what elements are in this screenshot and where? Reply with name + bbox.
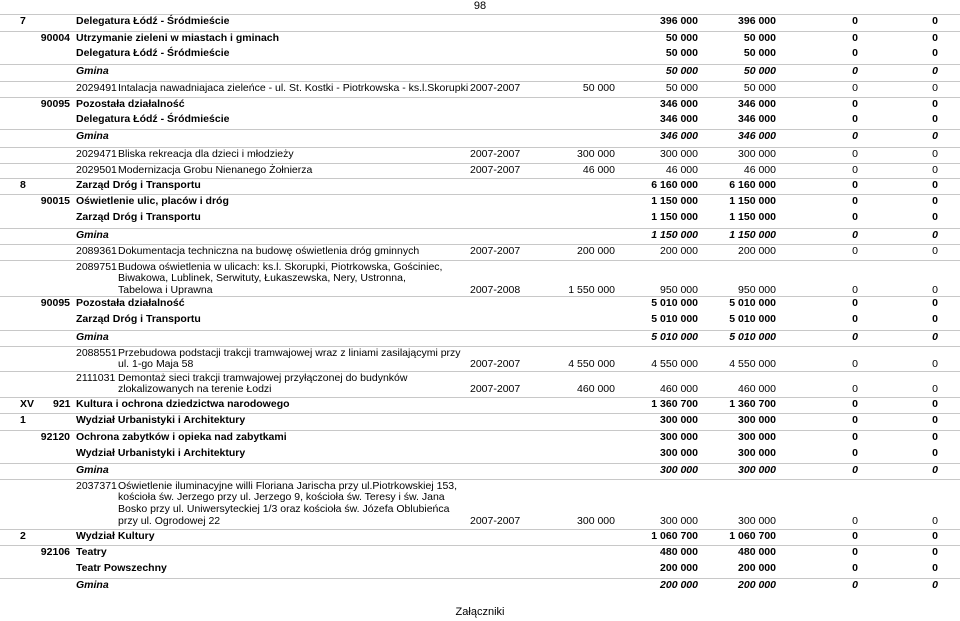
value-col-3: 46 000 bbox=[743, 164, 776, 176]
value-col-3: 480 000 bbox=[738, 546, 776, 558]
value-col-5: 0 bbox=[932, 65, 938, 77]
value-col-4: 0 bbox=[852, 82, 858, 94]
chapter-number: 92120 bbox=[40, 431, 70, 443]
value-col-2: 6 160 000 bbox=[651, 179, 698, 191]
task-description: zlokalizowanych na terenie Łodzi bbox=[118, 383, 272, 395]
value-col-3: 50 000 bbox=[743, 47, 776, 59]
value-col-4: 0 bbox=[852, 331, 858, 343]
value-col-3: 200 000 bbox=[738, 579, 776, 591]
row-description: Gmina bbox=[76, 65, 109, 77]
value-col-4: 0 bbox=[852, 195, 858, 207]
value-col-5: 0 bbox=[932, 447, 938, 459]
value-col-4: 0 bbox=[852, 179, 858, 191]
value-col-2: 5 010 000 bbox=[651, 297, 698, 309]
value-col-4: 0 bbox=[852, 383, 858, 395]
value-col-5: 0 bbox=[932, 164, 938, 176]
value-col-5: 0 bbox=[932, 113, 938, 125]
value-col-3: 50 000 bbox=[743, 82, 776, 94]
value-col-4: 0 bbox=[852, 113, 858, 125]
task-code: 2029501 bbox=[76, 164, 117, 176]
period: 2007-2007 bbox=[470, 245, 521, 257]
chapter-number: 90015 bbox=[40, 195, 70, 207]
task-description: ul. 1-go Maja 58 bbox=[118, 358, 194, 370]
task-description: Bliska rekreacja dla dzieci i młodzieży bbox=[118, 148, 294, 160]
value-col-1: 460 000 bbox=[577, 383, 615, 395]
value-col-3: 1 360 700 bbox=[729, 398, 776, 410]
value-col-2: 50 000 bbox=[665, 65, 698, 77]
row-description: Teatry bbox=[76, 546, 107, 558]
task-code: 2029491 bbox=[76, 82, 117, 94]
page-number: 98 bbox=[473, 0, 487, 12]
value-col-5: 0 bbox=[932, 414, 938, 426]
value-col-3: 5 010 000 bbox=[729, 297, 776, 309]
task-description: kościoła św. Jerzego przy ul. Jerzego 9, kościoła św. Teresy i św. Jana bbox=[118, 491, 445, 503]
table-row bbox=[0, 47, 960, 63]
row-description: Gmina bbox=[76, 331, 109, 343]
row-description: Oświetlenie ulic, placów i dróg bbox=[76, 195, 229, 207]
value-col-4: 0 bbox=[852, 98, 858, 110]
value-col-3: 300 000 bbox=[738, 447, 776, 459]
value-col-4: 0 bbox=[852, 65, 858, 77]
value-col-4: 0 bbox=[852, 431, 858, 443]
task-description: Oświetlenie iluminacyjne willi Floriana Jarischa przy ul.Piotrkowskiej 153, bbox=[118, 480, 458, 492]
value-col-2: 300 000 bbox=[660, 515, 698, 527]
value-col-5: 0 bbox=[932, 579, 938, 591]
row-description: Ochrona zabytków i opieka nad zabytkami bbox=[76, 431, 287, 443]
value-col-2: 300 000 bbox=[660, 148, 698, 160]
value-col-2: 4 550 000 bbox=[651, 358, 698, 370]
value-col-3: 200 000 bbox=[738, 245, 776, 257]
section-number: 8 bbox=[20, 179, 26, 191]
value-col-5: 0 bbox=[932, 148, 938, 160]
value-col-4: 0 bbox=[852, 515, 858, 527]
value-col-2: 346 000 bbox=[660, 113, 698, 125]
value-col-5: 0 bbox=[932, 515, 938, 527]
task-description: Budowa oświetlenia w ulicach: ks.l. Skorupki, Piotrkowska, Gościniec, bbox=[118, 261, 443, 273]
row-description: Zarząd Dróg i Transportu bbox=[76, 211, 201, 223]
table-row bbox=[0, 330, 960, 347]
value-col-3: 300 000 bbox=[738, 431, 776, 443]
chapter-number: 90095 bbox=[40, 297, 70, 309]
value-col-3: 6 160 000 bbox=[729, 179, 776, 191]
value-col-5: 0 bbox=[932, 15, 938, 27]
value-col-3: 1 060 700 bbox=[729, 530, 776, 542]
table-row bbox=[0, 545, 960, 562]
table-row bbox=[0, 64, 960, 81]
value-col-2: 200 000 bbox=[660, 562, 698, 574]
table-row bbox=[0, 228, 960, 245]
row-description: Gmina bbox=[76, 579, 109, 591]
row-description: Wydział Urbanistyki i Architektury bbox=[76, 447, 246, 459]
row-description: Gmina bbox=[76, 130, 109, 142]
period: 2007-2007 bbox=[470, 82, 521, 94]
value-col-2: 5 010 000 bbox=[651, 331, 698, 343]
value-col-5: 0 bbox=[932, 530, 938, 542]
value-col-2: 300 000 bbox=[660, 464, 698, 476]
table-row bbox=[0, 244, 960, 261]
value-col-2: 200 000 bbox=[660, 579, 698, 591]
task-code: 2089361 bbox=[76, 245, 117, 257]
value-col-2: 50 000 bbox=[665, 82, 698, 94]
value-col-3: 346 000 bbox=[738, 98, 776, 110]
value-col-5: 0 bbox=[932, 284, 938, 296]
table-row bbox=[0, 578, 960, 595]
value-col-5: 0 bbox=[932, 383, 938, 395]
value-col-4: 0 bbox=[852, 47, 858, 59]
value-col-3: 5 010 000 bbox=[729, 331, 776, 343]
value-col-5: 0 bbox=[932, 331, 938, 343]
value-col-1: 300 000 bbox=[577, 515, 615, 527]
value-col-2: 1 060 700 bbox=[651, 530, 698, 542]
row-description: Wydział Kultury bbox=[76, 530, 155, 542]
value-col-4: 0 bbox=[852, 229, 858, 241]
value-col-2: 50 000 bbox=[665, 47, 698, 59]
task-description: Tabelowa i Uprawna bbox=[118, 284, 213, 296]
table-row bbox=[0, 413, 960, 430]
period: 2007-2007 bbox=[470, 148, 521, 160]
task-code: 2037371 bbox=[76, 480, 117, 492]
value-col-5: 0 bbox=[932, 47, 938, 59]
row-description: Teatr Powszechny bbox=[76, 562, 167, 574]
value-col-5: 0 bbox=[932, 297, 938, 309]
section-number: XV bbox=[20, 398, 35, 410]
value-col-4: 0 bbox=[852, 211, 858, 223]
table-row bbox=[0, 463, 960, 480]
value-col-4: 0 bbox=[852, 148, 858, 160]
value-col-4: 0 bbox=[852, 414, 858, 426]
table-row bbox=[0, 562, 960, 578]
value-col-4: 0 bbox=[852, 130, 858, 142]
period: 2007-2007 bbox=[470, 383, 521, 395]
value-col-5: 0 bbox=[932, 562, 938, 574]
value-col-1: 200 000 bbox=[577, 245, 615, 257]
value-col-5: 0 bbox=[932, 546, 938, 558]
value-col-2: 50 000 bbox=[665, 32, 698, 44]
table-row bbox=[0, 113, 960, 129]
value-col-1: 4 550 000 bbox=[568, 358, 615, 370]
table-row bbox=[0, 529, 960, 546]
table-row bbox=[0, 194, 960, 211]
value-col-5: 0 bbox=[932, 229, 938, 241]
value-col-3: 300 000 bbox=[738, 414, 776, 426]
value-col-3: 200 000 bbox=[738, 562, 776, 574]
section-number: 7 bbox=[20, 15, 26, 27]
period: 2007-2007 bbox=[470, 515, 521, 527]
value-col-4: 0 bbox=[852, 546, 858, 558]
task-code: 2088551 bbox=[76, 347, 117, 359]
period: 2007-2008 bbox=[470, 284, 521, 296]
value-col-4: 0 bbox=[852, 313, 858, 325]
value-col-2: 346 000 bbox=[660, 130, 698, 142]
value-col-3: 5 010 000 bbox=[729, 313, 776, 325]
value-col-3: 50 000 bbox=[743, 32, 776, 44]
value-col-4: 0 bbox=[852, 358, 858, 370]
row-description: Pozostała działalność bbox=[76, 297, 185, 309]
row-description: Gmina bbox=[76, 229, 109, 241]
value-col-2: 300 000 bbox=[660, 447, 698, 459]
table-row bbox=[0, 397, 960, 414]
value-col-3: 346 000 bbox=[738, 130, 776, 142]
task-description: Modernizacja Grobu Nienanego Żołnierza bbox=[118, 164, 313, 176]
row-description: Delegatura Łódź - Śródmieście bbox=[76, 47, 230, 59]
table-row bbox=[0, 81, 960, 98]
value-col-5: 0 bbox=[932, 313, 938, 325]
chapter-number: 90095 bbox=[40, 98, 70, 110]
value-col-5: 0 bbox=[932, 358, 938, 370]
value-col-3: 346 000 bbox=[738, 113, 776, 125]
value-col-3: 300 000 bbox=[738, 515, 776, 527]
table-row bbox=[0, 14, 960, 31]
chapter-number: 90004 bbox=[40, 32, 70, 44]
table-row bbox=[0, 430, 960, 447]
value-col-3: 1 150 000 bbox=[729, 229, 776, 241]
page-footer: Załączniki bbox=[455, 606, 505, 618]
value-col-5: 0 bbox=[932, 211, 938, 223]
row-description: Pozostała działalność bbox=[76, 98, 185, 110]
value-col-4: 0 bbox=[852, 164, 858, 176]
value-col-2: 300 000 bbox=[660, 414, 698, 426]
task-code: 2089751 bbox=[76, 261, 117, 273]
row-description: Delegatura Łódź - Śródmieście bbox=[76, 15, 230, 27]
row-description: Zarząd Dróg i Transportu bbox=[76, 313, 201, 325]
task-description: Biwakowa, Lublinek, Serwituty, Łukaszewska, Nery, Ustronna, bbox=[118, 272, 406, 284]
value-col-5: 0 bbox=[932, 179, 938, 191]
value-col-1: 1 550 000 bbox=[568, 284, 615, 296]
value-col-2: 950 000 bbox=[660, 284, 698, 296]
value-col-5: 0 bbox=[932, 82, 938, 94]
value-col-2: 1 150 000 bbox=[651, 229, 698, 241]
value-col-2: 1 360 700 bbox=[651, 398, 698, 410]
value-col-4: 0 bbox=[852, 447, 858, 459]
section-number: 1 bbox=[20, 414, 26, 426]
value-col-4: 0 bbox=[852, 562, 858, 574]
value-col-4: 0 bbox=[852, 297, 858, 309]
row-description: Zarząd Dróg i Transportu bbox=[76, 179, 201, 191]
value-col-5: 0 bbox=[932, 32, 938, 44]
value-col-2: 480 000 bbox=[660, 546, 698, 558]
value-col-5: 0 bbox=[932, 245, 938, 257]
value-col-1: 46 000 bbox=[582, 164, 615, 176]
table-row bbox=[0, 296, 960, 313]
value-col-3: 300 000 bbox=[738, 464, 776, 476]
task-description: Demontaż sieci trakcji tramwajowej przyłączonej do budynków bbox=[118, 372, 408, 384]
value-col-1: 300 000 bbox=[577, 148, 615, 160]
value-col-3: 950 000 bbox=[738, 284, 776, 296]
task-description: Bosko przy ul. Uniwersyteckiej 1/3 oraz kościoła św. Józefa Oblubieńca bbox=[118, 503, 450, 515]
value-col-4: 0 bbox=[852, 530, 858, 542]
task-code: 2029471 bbox=[76, 148, 117, 160]
value-col-3: 460 000 bbox=[738, 383, 776, 395]
table-row bbox=[0, 147, 960, 164]
value-col-4: 0 bbox=[852, 398, 858, 410]
value-col-3: 1 150 000 bbox=[729, 211, 776, 223]
value-col-5: 0 bbox=[932, 398, 938, 410]
value-col-4: 0 bbox=[852, 245, 858, 257]
value-col-5: 0 bbox=[932, 464, 938, 476]
value-col-2: 46 000 bbox=[665, 164, 698, 176]
value-col-5: 0 bbox=[932, 130, 938, 142]
value-col-2: 5 010 000 bbox=[651, 313, 698, 325]
table-row bbox=[0, 97, 960, 114]
value-col-2: 460 000 bbox=[660, 383, 698, 395]
value-col-3: 50 000 bbox=[743, 65, 776, 77]
section-number: 2 bbox=[20, 530, 26, 542]
value-col-3: 300 000 bbox=[738, 148, 776, 160]
value-col-5: 0 bbox=[932, 431, 938, 443]
table-row bbox=[0, 313, 960, 329]
value-col-3: 396 000 bbox=[738, 15, 776, 27]
chapter-number: 921 bbox=[53, 398, 71, 410]
task-description: Przebudowa podstacji trakcji tramwajowej wraz z liniami zasilającymi przy bbox=[118, 347, 461, 359]
value-col-2: 300 000 bbox=[660, 431, 698, 443]
value-col-4: 0 bbox=[852, 579, 858, 591]
value-col-2: 396 000 bbox=[660, 15, 698, 27]
chapter-number: 92106 bbox=[40, 546, 70, 558]
value-col-2: 1 150 000 bbox=[651, 195, 698, 207]
period: 2007-2007 bbox=[470, 358, 521, 370]
value-col-5: 0 bbox=[932, 98, 938, 110]
table-row bbox=[0, 447, 960, 463]
period: 2007-2007 bbox=[470, 164, 521, 176]
task-description: Intalacja nawadniajaca zieleńce - ul. St. Kostki - Piotrkowska - ks.l.Skorupki bbox=[118, 82, 469, 94]
value-col-4: 0 bbox=[852, 284, 858, 296]
value-col-4: 0 bbox=[852, 15, 858, 27]
value-col-4: 0 bbox=[852, 32, 858, 44]
row-description: Delegatura Łódź - Śródmieście bbox=[76, 113, 230, 125]
table-row bbox=[0, 178, 960, 195]
value-col-5: 0 bbox=[932, 195, 938, 207]
table-row bbox=[0, 129, 960, 146]
value-col-2: 200 000 bbox=[660, 245, 698, 257]
value-col-3: 1 150 000 bbox=[729, 195, 776, 207]
table-row bbox=[0, 31, 960, 48]
value-col-4: 0 bbox=[852, 464, 858, 476]
row-description: Utrzymanie zieleni w miastach i gminach bbox=[76, 32, 280, 44]
task-code: 2111031 bbox=[76, 372, 116, 384]
task-description: Dokumentacja techniczna na budowę oświetlenia dróg gminnych bbox=[118, 245, 420, 257]
row-description: Gmina bbox=[76, 464, 109, 476]
row-description: Kultura i ochrona dziedzictwa narodowego bbox=[76, 398, 290, 410]
task-description: przy ul. Ogrodowej 22 bbox=[118, 515, 221, 527]
value-col-3: 4 550 000 bbox=[729, 358, 776, 370]
row-description: Wydział Urbanistyki i Architektury bbox=[76, 414, 246, 426]
value-col-1: 50 000 bbox=[582, 82, 615, 94]
table-row bbox=[0, 211, 960, 227]
value-col-2: 1 150 000 bbox=[651, 211, 698, 223]
value-col-2: 346 000 bbox=[660, 98, 698, 110]
